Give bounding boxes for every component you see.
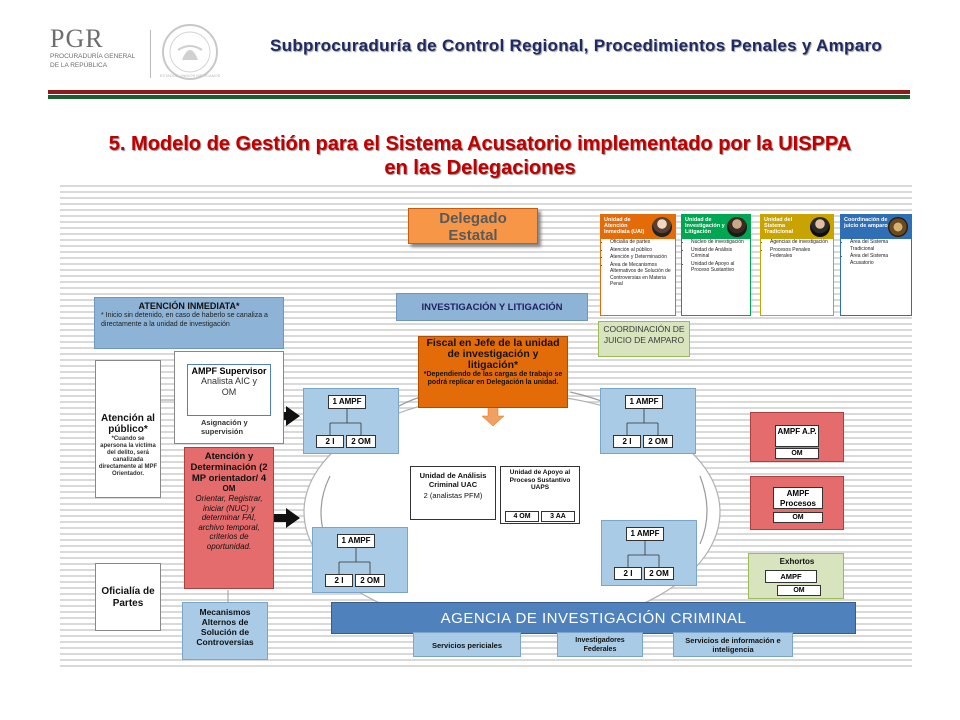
unit-card-uai-title: Unidad de Atención Inmediata (UAI) — [601, 215, 675, 239]
list-item: • Unidad de Análisis Criminal — [691, 247, 750, 260]
servicios-periciales: Servicios periciales — [413, 632, 521, 657]
unit-card-litigacion-title: Unidad de Investigación y Litigación — [682, 215, 750, 239]
unit-i: 2 I — [325, 574, 353, 587]
slide-title-line-1: 5. Modelo de Gestión para el Sistema Acusatorio implementado por la UISPPA — [108, 133, 852, 155]
unit-connector — [602, 521, 698, 587]
person-avatar-icon — [810, 217, 830, 237]
unit-connector — [313, 528, 409, 594]
servicios-informacion: Servicios de información e inteligencia — [673, 632, 793, 657]
atencion-inmediata-note: * Inicio sin detenido, en caso de haberlo se canaliza a directamente a la unidad de investigación — [101, 312, 268, 328]
unit-i: 2 I — [316, 435, 344, 448]
list-item: • Atención al público — [610, 247, 675, 254]
list-item: • Área del Sistema Tradicional — [850, 239, 911, 252]
exhortos-label: Exhortos — [779, 557, 815, 566]
unit-ampf: 1 AMPF — [337, 534, 375, 548]
atencion-determinacion-om: OM — [222, 484, 236, 493]
arrow-right-icon — [272, 508, 300, 528]
pgr-logo-subline-2: DE LA REPÚBLICA — [50, 62, 108, 69]
coordinacion-juicio-amparo: COORDINACIÓN DE JUICIO DE AMPARO — [598, 321, 690, 357]
unit-i: 2 I — [614, 567, 642, 580]
exhortos-om: OM — [777, 585, 821, 596]
list-item: • Atención y Determinación — [610, 254, 675, 261]
unit-om: 2 OM — [355, 574, 385, 587]
ampf-supervisor-inner — [187, 364, 271, 416]
investigadores-federales: Investigadores Federales — [557, 632, 643, 657]
ampf-ap-box — [750, 412, 844, 462]
unit-cluster-bottom-left — [312, 527, 408, 593]
seal-caption: ESTADOS UNIDOS MEXICANOS — [160, 73, 220, 78]
unit-om: 2 OM — [643, 435, 673, 448]
uac-title: Unidad de Análisis Criminal UAC — [419, 471, 487, 489]
unit-card-litigacion — [681, 214, 751, 316]
fiscal-jefe-note: *Dependiendo de las cargas de trabajo se podrá replicar en Delegación la unidad. — [423, 371, 563, 386]
uaps-box — [500, 466, 580, 524]
atencion-determinacion-title: Atención y Determinación (2 MP orientador/ 4 — [190, 451, 268, 484]
unit-cluster-top-right — [600, 388, 696, 454]
investigacion-litigacion-header: INVESTIGACIÓN Y LITIGACIÓN — [396, 293, 588, 321]
unit-card-tradicional — [760, 214, 834, 316]
atencion-inmediata-box — [94, 297, 284, 349]
ampf-ap-om: OM — [775, 448, 819, 459]
unit-om: 2 OM — [346, 435, 376, 448]
unit-card-amparo-title: Coordinación de juicio de amparo — [841, 215, 911, 239]
ampf-procesos-box — [750, 476, 844, 530]
pgr-logo-text: PGR — [50, 24, 104, 53]
unit-card-uai-list — [601, 239, 675, 288]
unit-card-amparo — [840, 214, 912, 316]
person-avatar-icon — [727, 217, 747, 237]
unit-cluster-bottom-right — [601, 520, 697, 586]
list-item: • Núcleo de investigación — [691, 239, 750, 246]
unit-card-amparo-list — [841, 239, 911, 266]
unit-card-tradicional-list — [761, 239, 833, 260]
list-item: • Unidad de Apoyo al Proceso Sustantivo — [691, 261, 750, 274]
delegado-estatal-label: Delegado Estatal — [439, 210, 507, 244]
uac-analistas: 2 (analistas PFM) — [423, 491, 483, 500]
uac-box — [410, 466, 496, 520]
list-item: • Área de Mecanismos Alternativos de Solución de Controversias en Materia Penal — [610, 262, 675, 288]
oficialia-partes-box: Oficialía de Partes — [95, 563, 161, 631]
ampf-supervisor-title: AMPF Supervisor — [191, 366, 267, 376]
unit-card-uai — [600, 214, 676, 316]
mecanismos-alternos-box: Mecanismos Alternos de Solución de Controversias — [182, 602, 268, 660]
unit-cluster-top-left — [303, 388, 399, 454]
slide-title-line-2: en las Delegaciones — [384, 157, 576, 179]
list-item: • Oficialía de partes — [610, 239, 675, 246]
uaps-title: Unidad de Apoyo al Proceso Sustantivo UAPS — [509, 469, 571, 491]
unit-om: 2 OM — [644, 567, 674, 580]
ampf-supervisor-om: OM — [221, 387, 237, 397]
person-avatar-icon — [652, 217, 672, 237]
ampf-procesos-title: AMPF Procesos — [773, 487, 823, 509]
unit-ampf: 1 AMPF — [626, 527, 664, 541]
unit-connector — [304, 389, 400, 455]
unit-ampf: 1 AMPF — [625, 395, 663, 409]
pgr-logo-subline-1: PROCURADURÍA GENERAL — [50, 53, 136, 60]
ampf-supervisor-box — [174, 351, 284, 444]
fiscal-jefe-box — [418, 336, 568, 408]
uaps-om: 4 OM — [505, 511, 539, 522]
uaps-aa: 3 AA — [541, 511, 575, 522]
atencion-publico-box — [95, 360, 161, 498]
ampf-procesos-om: OM — [773, 512, 823, 523]
fiscal-jefe-title: Fiscal en Jefe de la unidad de investigación y litigación* — [426, 337, 560, 371]
ampf-supervisor-analista: Analista AIC y — [200, 376, 258, 386]
unit-ampf: 1 AMPF — [328, 395, 366, 409]
unit-card-litigacion-list — [682, 239, 750, 274]
list-item: • Área del Sistema Acusatorio — [850, 253, 911, 266]
exhortos-ampf: AMPF — [765, 570, 817, 583]
unit-i: 2 I — [613, 435, 641, 448]
ampf-ap-title: AMPF A.P. — [775, 425, 819, 447]
exhortos-box — [748, 553, 844, 599]
atencion-determinacion-box — [184, 447, 274, 589]
agencia-investigacion-criminal: AGENCIA DE INVESTIGACIÓN CRIMINAL — [331, 602, 856, 634]
atencion-determinacion-body: Orientar, Registrar, iniciar (NUC) y determinar FAI, archivo temporal, criterios de oportunidad. — [195, 494, 263, 551]
header-title: Subprocuraduría de Control Regional, Procedimientos Penales y Amparo — [270, 36, 883, 55]
ampf-supervisor-caption: Asignación y supervisión — [201, 418, 248, 436]
atencion-inmediata-title: ATENCIÓN INMEDIATA* — [138, 301, 240, 311]
unit-card-tradicional-title: Unidad del Sistema Tradicional — [761, 215, 833, 239]
scales-of-justice-icon — [888, 217, 908, 237]
list-item: • Procesos Penales Federales — [770, 247, 833, 260]
atencion-publico-title: Atención al público* — [101, 413, 155, 435]
unit-connector — [601, 389, 697, 455]
atencion-publico-note: *Cuando se apersona la víctima del delito, será canalizada directamente al MPF Orientador. — [98, 436, 158, 477]
list-item: • Agencias de investigación — [770, 239, 833, 246]
